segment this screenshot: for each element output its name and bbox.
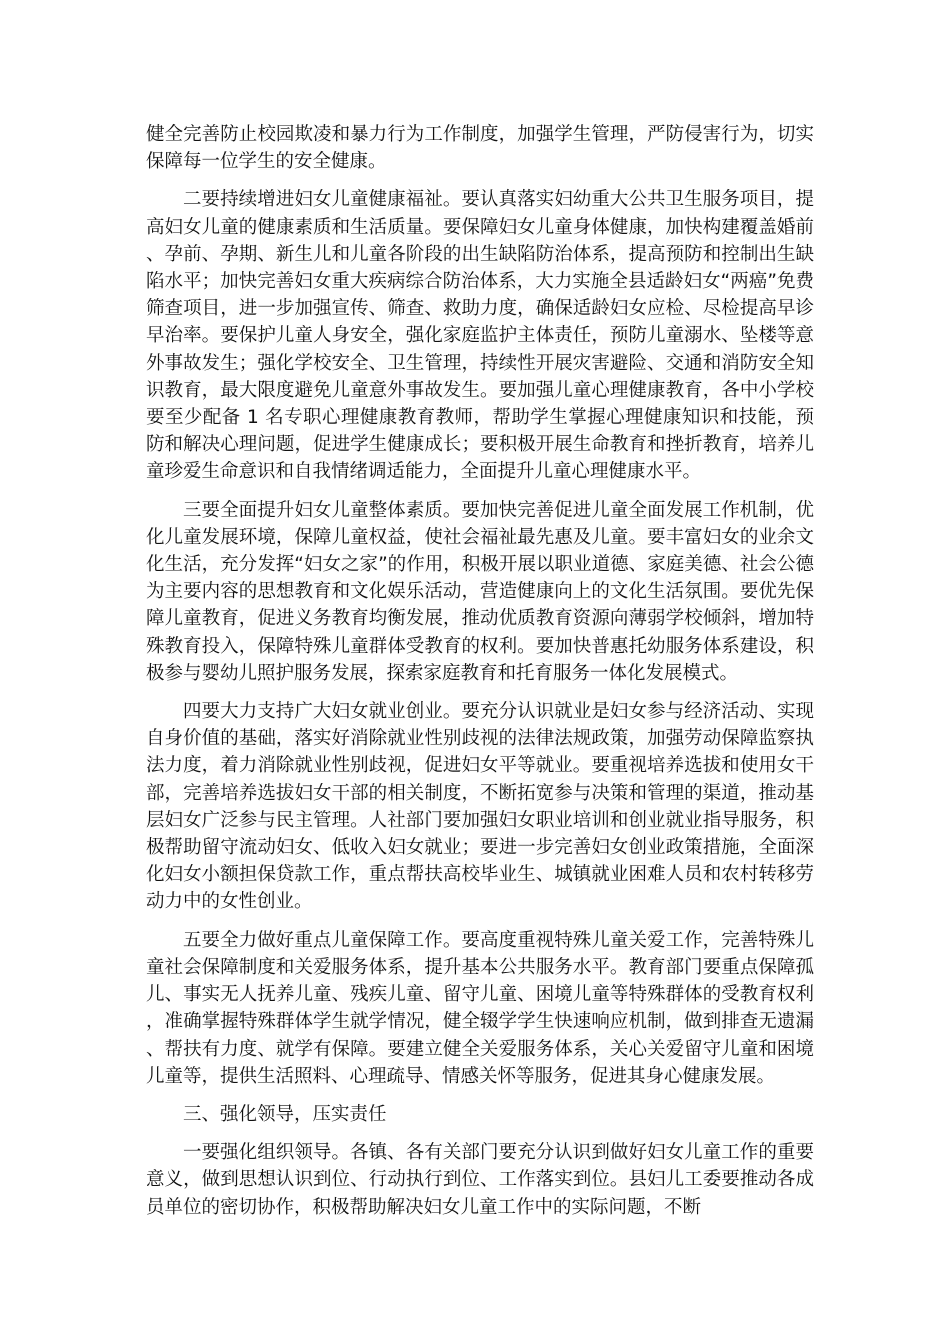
paragraph-health-welfare: 二要持续增进妇女儿童健康福祉。要认真落实妇幼重大公共卫生服务项目，提高妇女儿童的健康素质和生活质量。要保障妇女儿童身体健康，加快构建覆盖婚前、孕前、孕期、新生儿和儿童各阶段的出生缺陷防治体系，提高预防和控制出生缺陷水平；加快完善妇女重大疾病综合防治体系，大力实施全县适龄妇女“两癌”免费筛查项目，进一步加强宣传、筛查、救助力度，确保适龄妇女应检、尽检提高早诊早治率。要保护儿童人身安全，强化家庭监护主体责任，预防儿童溺水、坠楼等意外事故发生；强化学校安全、卫生管理，持续性开展灾害避险、交通和消防安全知识教育，最大限度避免儿童意外事故发生。要加强儿童心理健康教育，各中小学校要至少配备 1 名专职心理健康教育教师，帮助学生掌握心理健康知识和技能，预防和解决心理问题，促进学生健康成长；要积极开展生命教育和挫折教育，培养儿童珍爱生命意识和自我情绪调适能力，全面提升儿童心理健康水平。 (146, 189, 814, 483)
section-heading: 三、强化领导，压实责任 (183, 1103, 387, 1125)
paragraph-overall-quality: 三要全面提升妇女儿童整体素质。要加快完善促进儿童全面发展工作机制，优化儿童发展环境，保障儿童权益，使社会福祉最先惠及儿童。要丰富妇女的业余文化生活，充分发挥“妇女之家”的作用，积极开展以职业道德、家庭美德、社会公德为主要内容的思想教育和文化娱乐活动，营造健康向上的文化生活氛围。要优先保障儿童教育，促进义务教育均衡发展，推动优质教育资源向薄弱学校倾斜，增加特殊教育投入，保障特殊儿童群体受教育的权利。要加快普惠托幼服务体系建设，积极参与婴幼儿照护服务发展，探索家庭教育和托育服务一体化发展模式。 (146, 499, 814, 684)
paragraph-employment: 四要大力支持广大妇女就业创业。要充分认识就业是妇女参与经济活动、实现自身价值的基础，落实好消除就业性别歧视的法律法规政策，加强劳动保障监察执法力度，着力消除就业性别歧视，促进妇女平等就业。要重视培养选拔和使用女干部，完善培养选拔妇女干部的相关制度，不断拓宽参与决策和管理的渠道，推动基层妇女广泛参与民主管理。人社部门要加强妇女职业培训和创业就业指导服务，积极帮助留守流动妇女、低收入妇女就业；要进一步完善妇女创业政策措施，全面深化妇女小额担保贷款工作，重点帮扶高校毕业生、城镇就业困难人员和农村转移劳动力中的女性创业。 (146, 701, 814, 913)
paragraph-key-children: 五要全力做好重点儿童保障工作。要高度重视特殊儿童关爱工作，完善特殊儿童社会保障制度和关爱服务体系，提升基本公共服务水平。教育部门要重点保障孤儿、事实无人抚养儿童、残疾儿童、留守儿童、困境儿童等特殊群体的受教育权利，准确掌握特殊群体学生就学情况，健全辍学学生快速响应机制，做到排查无遗漏、帮扶有力度、就学有保障。要建立健全关爱服务体系，关心关爱留守儿童和困境儿童等，提供生活照料、心理疏导、情感关怀等服务，促进其身心健康发展。 (146, 929, 814, 1087)
paragraph-continuation: 健全完善防止校园欺凌和暴力行为工作制度，加强学生管理，严防侵害行为，切实保障每一位学生的安全健康。 (146, 124, 814, 173)
document-page (146, 121, 814, 1232)
paragraph-organization: 一要强化组织领导。各镇、各有关部门要充分认识到做好妇女儿童工作的重要意义，做到思想认识到位、行动执行到位、工作落实到位。县妇儿工委要推动各成员单位的密切协作，积极帮助解决妇女儿童工作中的实际问题，不断 (146, 1142, 814, 1218)
